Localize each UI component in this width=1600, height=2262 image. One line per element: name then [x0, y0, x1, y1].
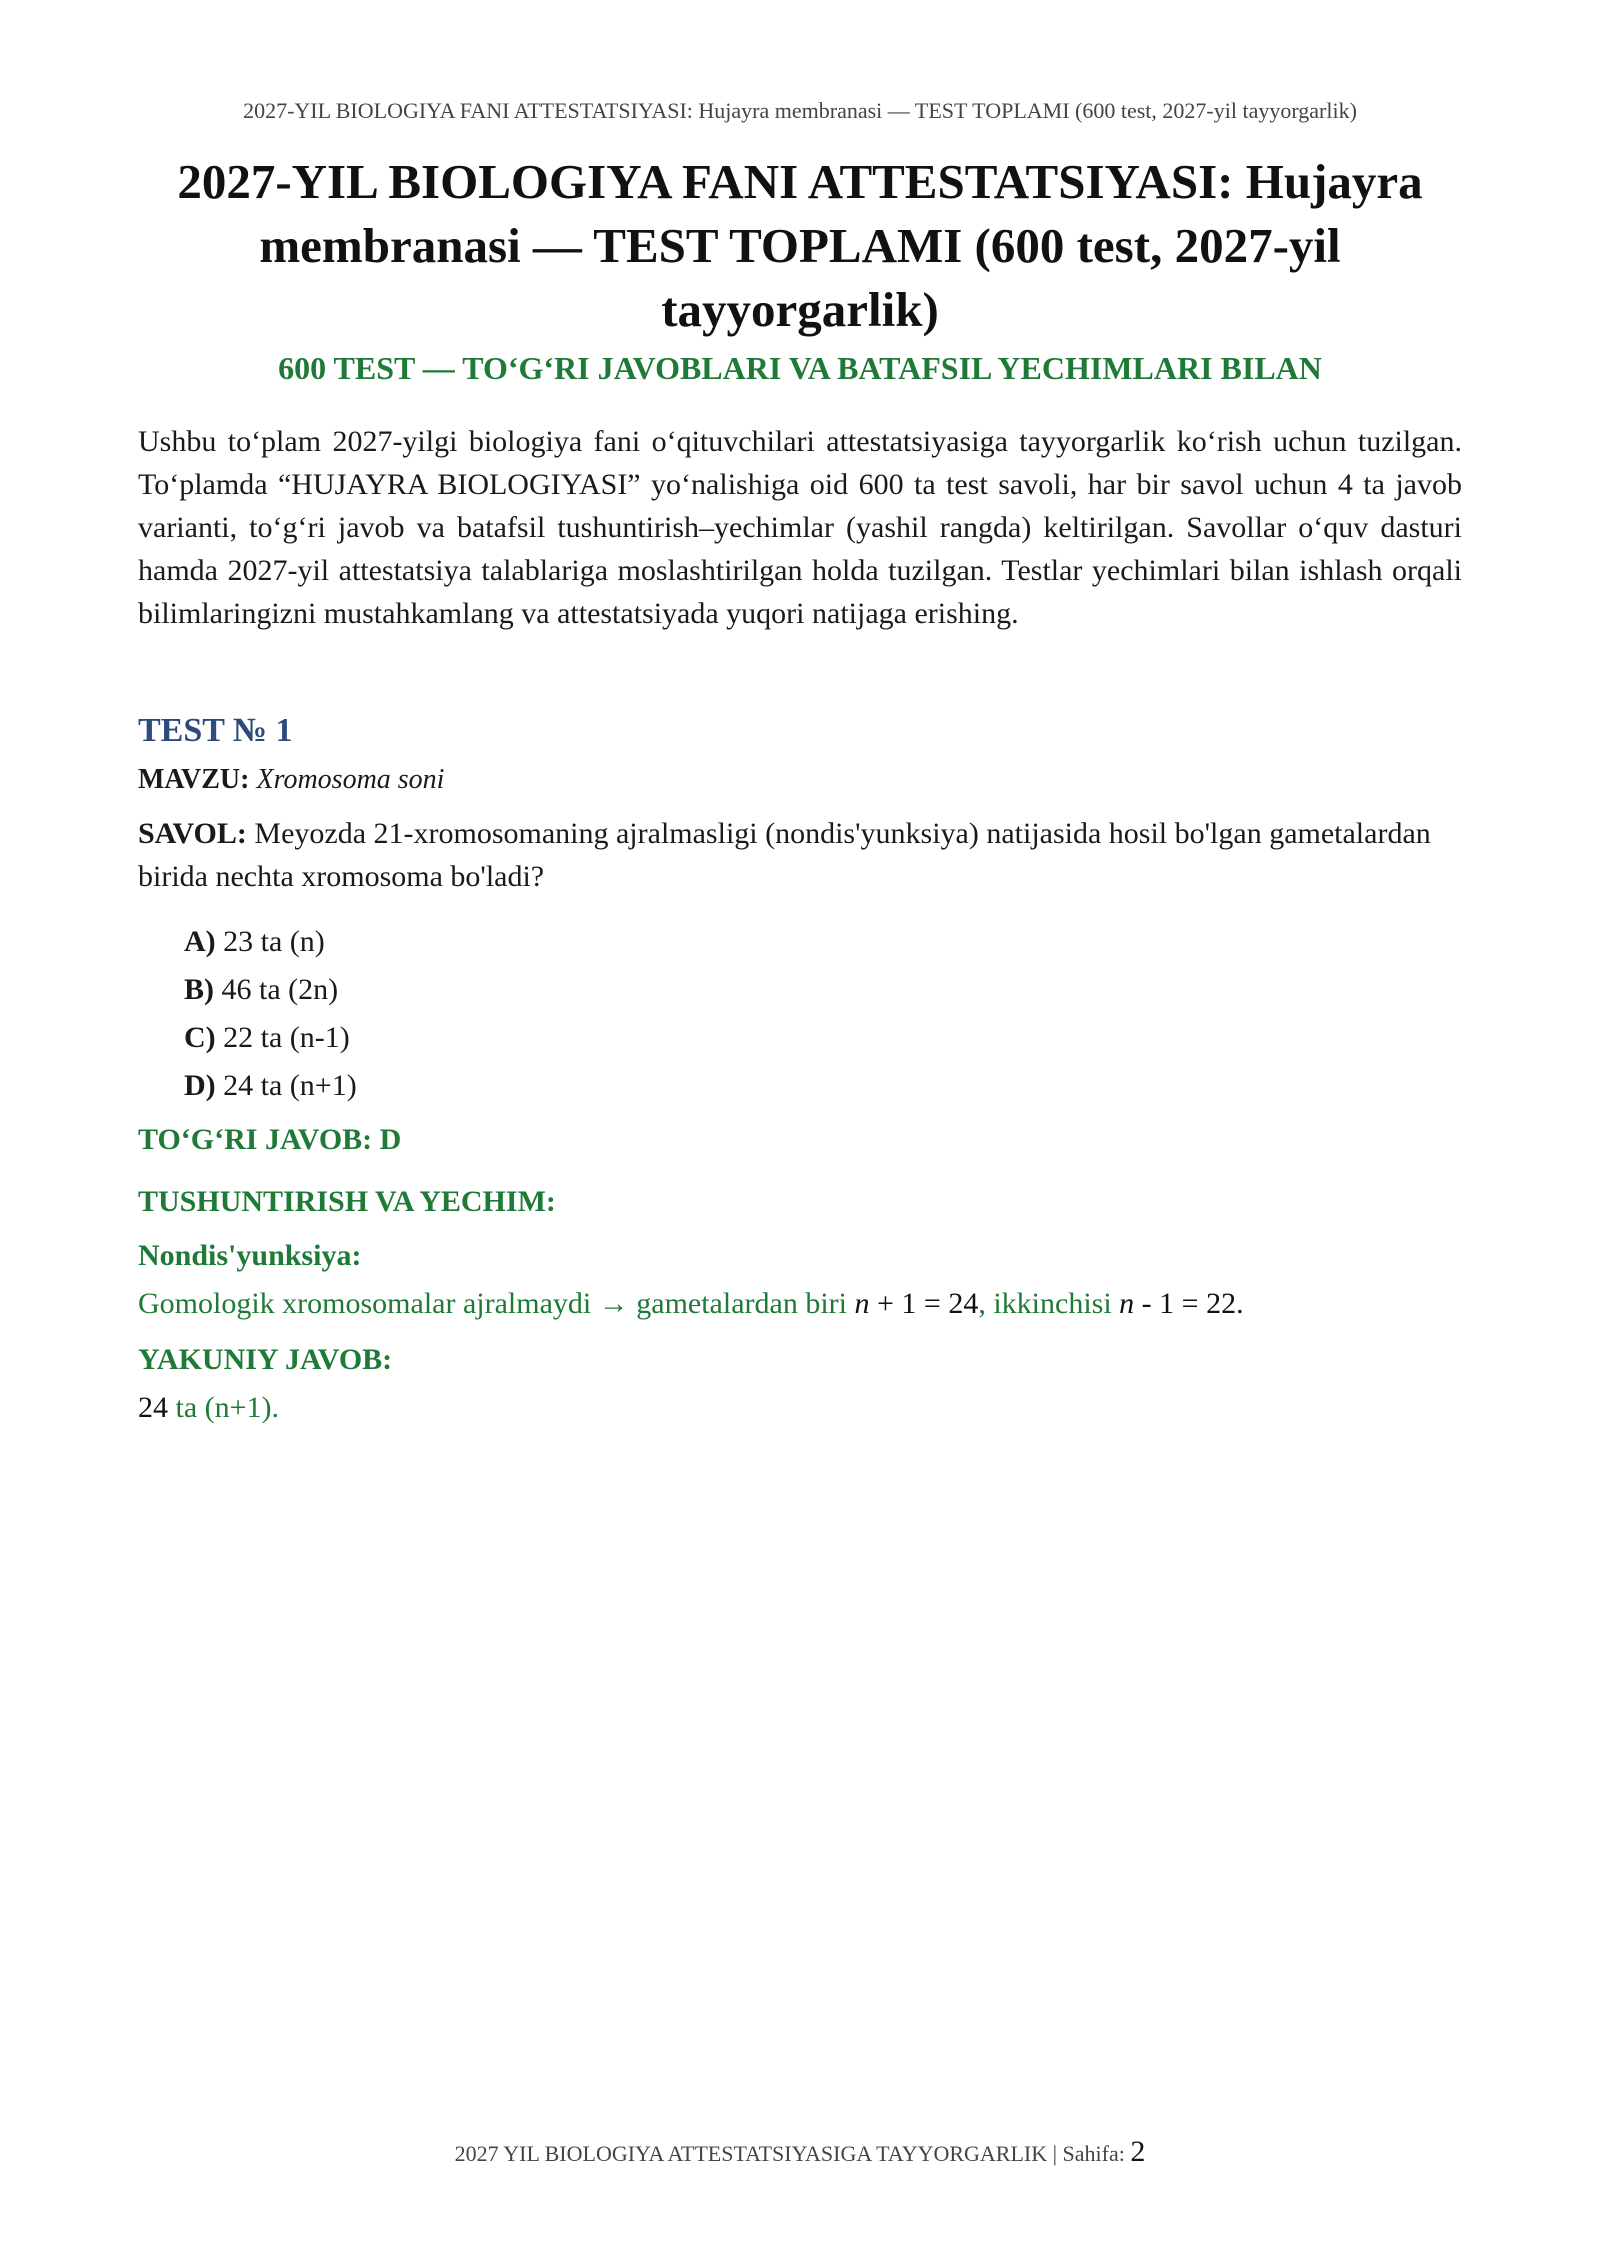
option-c [184, 1014, 1462, 1062]
option-letter: B) [184, 973, 214, 1006]
final-answer-text [138, 1386, 1462, 1430]
math-expression-1 [854, 1287, 978, 1320]
topic-line [138, 764, 1462, 796]
final-answer-rest: ta (n+1). [168, 1391, 280, 1424]
option-letter: D) [184, 1069, 216, 1102]
topic-label: MAVZU: [138, 764, 250, 795]
page-number: 2 [1130, 2135, 1146, 2168]
arrow-symbol: → [598, 1287, 629, 1320]
final-answer-number: 24 [138, 1391, 168, 1424]
question-text: Meyozda 21-xromosomaning ajralmasligi (nondis'yunksiya) natijasida hosil bo'lgan gametalardan birida nechta xromosoma bo'ladi? [138, 817, 1431, 893]
question-line [138, 812, 1462, 898]
document-title: 2027-YIL BIOLOGIYA FANI ATTESTATSIYASI: Hujayra membranasi — TEST TOPLAMI (600 test, 2027-yil tayyorgarlik) [177, 154, 1423, 337]
math-variable: n [854, 1287, 870, 1320]
explanation-heading: TUSHUNTIRISH VA YECHIM: [138, 1185, 556, 1218]
math-rest: - 1 = 22 [1134, 1287, 1237, 1320]
document-subtitle: 600 TEST — TO‘G‘RI JAVOBLARI VA BATAFSIL YECHIMLARI BILAN [278, 350, 1322, 386]
final-answer-heading: YAKUNIY JAVOB: [138, 1343, 393, 1376]
option-b [184, 966, 1462, 1014]
option-text: 46 ta (2n) [221, 973, 339, 1006]
explanation-end: . [1236, 1287, 1244, 1320]
option-letter: C) [184, 1021, 216, 1054]
test-title: TEST № 1 [138, 712, 293, 749]
explanation-part-3: , ikkinchisi [978, 1287, 1112, 1320]
test-block [138, 712, 1462, 1430]
math-variable: n [1119, 1287, 1135, 1320]
option-a [184, 918, 1462, 966]
explanation-part-1: Gomologik xromosomalar ajralmaydi [138, 1287, 592, 1320]
option-text: 24 ta (n+1) [223, 1069, 357, 1102]
math-rest: + 1 = 24 [869, 1287, 979, 1320]
option-d [184, 1062, 1462, 1110]
page-label: Sahifa: [1062, 2141, 1125, 2166]
explanation-text [138, 1282, 1462, 1326]
topic-value: Xromosoma soni [256, 764, 445, 795]
correct-answer: TO‘G‘RI JAVOB: D [138, 1123, 402, 1156]
footer-separator: | [1052, 2141, 1058, 2166]
answer-options [184, 918, 1462, 1110]
explanation-subheading: Nondis'yunksiya: [138, 1239, 362, 1272]
option-text: 22 ta (n-1) [223, 1021, 350, 1054]
page-footer [0, 2135, 1600, 2169]
question-label: SAVOL: [138, 817, 247, 850]
explanation-part-2: gametalardan biri [636, 1287, 847, 1320]
running-header: 2027-YIL BIOLOGIYA FANI ATTESTATSIYASI: Hujayra membranasi — TEST TOPLAMI (600 test, 2027-yil tayyorgarlik) [243, 98, 1357, 123]
intro-paragraph: Ushbu to‘plam 2027-yilgi biologiya fani o‘qituvchilari attestatsiyasiga tayyorgarlik ko‘rish uchun tuzilgan. To‘plamda “HUJAYRA BIOLOGIYASI” yo‘nalishiga oid 600 ta test savoli, har bir savol uchun 4 ta javob varianti, to‘g‘ri javob va batafsil tushuntirish–yechimlar (yashil rangda) keltirilgan. Savollar o‘quv dasturi hamda 2027-yil attestatsiya talablariga moslashtirilgan holda tuzilgan. Testlar yechimlari bilan ishlash orqali bilimlaringizni mustahkamlang va attestatsiyada yuqori natijaga erishing. [138, 425, 1462, 630]
option-letter: A) [184, 925, 216, 958]
math-expression-2 [1119, 1287, 1236, 1320]
footer-text: 2027 YIL BIOLOGIYA ATTESTATSIYASIGA TAYYORGARLIK [454, 2141, 1048, 2166]
option-text: 23 ta (n) [223, 925, 325, 958]
